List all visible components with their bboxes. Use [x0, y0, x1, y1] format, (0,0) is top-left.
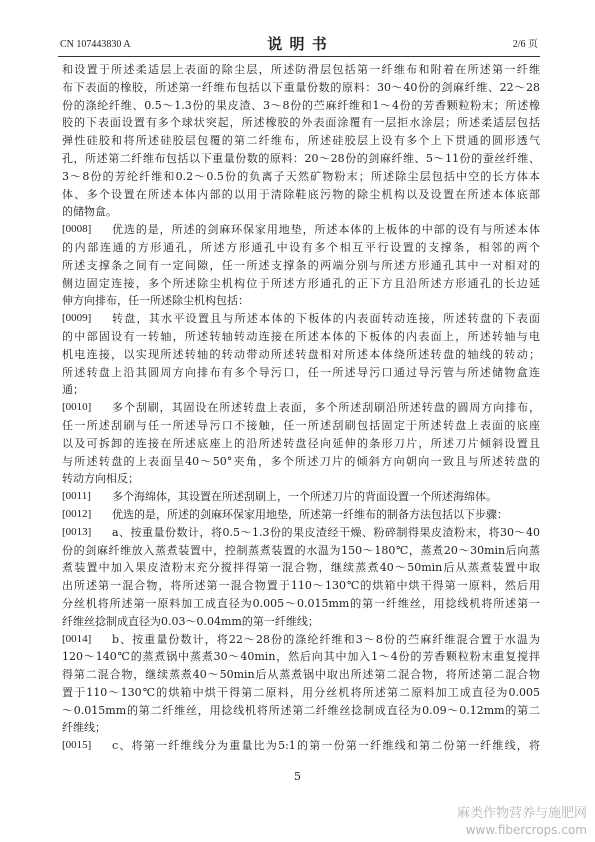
- line-text: 120～140℃的蒸煮锅中蒸煮30～40min，然后向其中加入1～4份的芳香颗粒粉末重复搅拌: [62, 650, 540, 664]
- line-text: b、按重量份数计，将22～28份的涤纶纤维和3～8份的苎麻纤维混合置于水温为: [112, 632, 540, 646]
- text-line: [62, 577, 540, 595]
- line-text: 的储物盒。: [62, 205, 117, 219]
- text-line: [62, 346, 540, 364]
- text-line: [62, 203, 540, 221]
- line-text: 得第二混合物，继续蒸煮40～50min后从蒸煮锅中取出所述第二混合物，将所述第二混合物: [62, 668, 540, 682]
- line-text: 弹性硅胶和将所述硅胶层包覆的第二纤维布，所述硅胶层上设有多个上下贯通的圆形透气: [62, 134, 540, 148]
- text-line: [62, 381, 540, 399]
- line-text: 纤维丝捻制成直径为0.03～0.04mm的第一纤维线；: [62, 614, 319, 628]
- paragraph-number: [0014]: [62, 632, 92, 645]
- text-line: [62, 132, 540, 150]
- line-text: 转动方向相反；: [62, 472, 139, 486]
- text-line: [62, 399, 540, 417]
- line-text: 和设置于所述柔适层上表面的除尘层，所述防滑层包括第一纤维布和附着在所述第一纤维: [62, 63, 540, 76]
- text-line: [62, 61, 540, 79]
- paragraph-0008: [62, 221, 540, 310]
- text-line: [62, 666, 540, 684]
- line-text: a、按重量份数计，将0.5～1.3份的果皮渣经干燥、粉碎制得果皮渣粉末，将30～40: [112, 525, 540, 539]
- paragraph-0011: [62, 488, 540, 506]
- text-line: [62, 453, 540, 471]
- text-line: [62, 186, 540, 204]
- paragraph-0014: [62, 631, 540, 738]
- text-line: [62, 435, 540, 453]
- line-text: 分丝机将所述第一原料加工成直径为0.005～0.015mm的第一纤维丝，用捻线机将所述第一: [62, 596, 540, 610]
- paragraph-0009: [62, 310, 540, 399]
- line-text: 机电连接，以实现所述转轴的转动带动所述转盘相对所述本体绕所述转盘的轴线的转动；: [62, 347, 540, 361]
- text-line: [62, 631, 540, 649]
- text-line: [62, 221, 540, 239]
- line-text: c、将第一纤维线分为重量比为5:1的第一份第一纤维线和第二份第一纤维线，将: [112, 739, 540, 753]
- line-text: 3～8份的芳纶纤维和0.2～0.5份的负离子天然矿物粉末；所述除尘层包括中空的长方体本: [62, 169, 540, 183]
- line-text: 伸方向排布，任一所述除尘机构包括：: [62, 294, 249, 308]
- line-text: 转盘，其水平设置且与所述本体的下板体的内表面转动连接，所述转盘的下表面: [112, 312, 540, 326]
- paragraph-continued: [62, 61, 540, 221]
- text-line: [62, 702, 540, 720]
- paragraph-number: [0009]: [62, 312, 92, 325]
- paragraph-0012: [62, 506, 540, 524]
- line-text: 的中部固设有一转轴，所述转轴转动连接在所述本体的下板体的内表面上，所述转轴与电: [62, 329, 540, 343]
- text-line: [62, 524, 540, 542]
- watermark-site-name: 麻类作物营养与施肥网: [456, 806, 587, 821]
- line-text: 布下表面的橡胶，所述第一纤维布包括以下重量份数的原料：30～40份的剑麻纤维、22～28: [62, 80, 540, 94]
- line-text: 通；: [62, 383, 84, 397]
- paragraph-0010: [62, 399, 540, 488]
- text-line: [62, 150, 540, 168]
- text-line: [62, 168, 540, 186]
- line-text: 份的剑麻纤维放入蒸煮装置中，控制蒸煮装置的水温为150～180℃，蒸煮20～30min后向蒸: [62, 543, 540, 557]
- paragraph-number: [0013]: [62, 525, 92, 538]
- text-line: [62, 613, 540, 631]
- text-line: [62, 506, 540, 524]
- text-line: [62, 648, 540, 666]
- paragraph-number: [0011]: [62, 490, 91, 503]
- document-body: [62, 61, 540, 755]
- paragraph-number: [0008]: [62, 223, 92, 236]
- text-line: [62, 719, 540, 737]
- text-line: [62, 470, 540, 488]
- paragraph-number: [0010]: [62, 401, 92, 414]
- watermark-url: www.fibercrops.com: [465, 823, 587, 837]
- text-line: [62, 488, 540, 506]
- line-text: 的内部连通的方形通孔，所述方形通孔中设有多个相互平行设置的支撑条，相邻的两个: [62, 240, 540, 254]
- page-number: 5: [294, 770, 301, 783]
- line-text: 任一所述刮刷与任一所述导污口不接触，任一所述刮刷包括固定于所述转盘上表面的底座: [62, 418, 540, 432]
- text-line: [62, 417, 540, 435]
- text-line: [62, 97, 540, 115]
- paragraph-0013: [62, 524, 540, 631]
- line-text: 置于110～130℃的烘箱中烘干得第二原料，用分丝机将所述第二原料加工成直径为0.005: [62, 685, 540, 699]
- line-text: ～0.015mm的第二纤维丝，用捻线机将所述第二纤维丝捻制成直径为0.09～0.12mm的第二: [62, 703, 540, 717]
- paragraph-number: [0012]: [62, 507, 92, 520]
- text-line: [62, 364, 540, 382]
- line-text: 孔，所述第二纤维布包括以下重量份数的原料：20～28份的剑麻纤维、5～11份的蚕丝纤维、: [62, 151, 540, 165]
- text-line: [62, 239, 540, 257]
- line-text: 所述转盘上沿其圆周方向排布有多个导污口，任一所述导污口通过导污管与所述储物盒连: [62, 365, 540, 379]
- text-line: [62, 114, 540, 132]
- line-text: 胶的下表面设置有多个球状突起，所述橡胶的外表面涂覆有一层拒水涂层；所述柔适层包括: [62, 116, 540, 130]
- line-text: 以及可拆卸的连接在所述底座上的沿所述转盘径向延伸的条形刀片，所述刀片倾斜设置且: [62, 436, 540, 450]
- section-title: 说 明 书: [267, 35, 328, 53]
- text-line: [62, 737, 540, 755]
- line-text: 份的涤纶纤维、0.5～1.3份的果皮渣、3～8份的苎麻纤维和1～4份的芳香颗粒粉末；所述橡: [62, 98, 540, 112]
- line-text: 多个刮刷，其固设在所述转盘上表面，多个所述刮刷沿所述转盘的圆周方向排布，: [112, 401, 540, 415]
- line-text: 侧边固定连接，多个所述除尘机构位于所述方形通孔的正下方且沿所述方形通孔的长边延: [62, 276, 540, 290]
- line-text: 出所述第一混合物，将所述第一混合物置于110～130℃的烘箱中烘干得第一原料，然后用: [62, 579, 540, 593]
- text-line: [62, 79, 540, 97]
- text-line: [62, 292, 540, 310]
- text-line: [62, 310, 540, 328]
- line-text: 多个海绵体，其设置在所述刮刷上，一个所述刀片的背面设置一个所述海绵体。: [112, 490, 497, 504]
- patent-number: CN 107443830 A: [60, 39, 131, 50]
- line-text: 体、多个设置在所述本体内部的以用于清除鞋底污物的除尘机构以及设置在所述本体底部: [62, 187, 540, 201]
- line-text: 煮装置中加入果皮渣粉末充分搅拌得第一混合物，继续蒸煮40～50min后从蒸煮装置中取: [62, 561, 540, 575]
- line-text: 优选的是，所述的剑麻环保家用地垫，所述第一纤维布的制备方法包括以下步骤：: [112, 507, 508, 521]
- paragraph-number: [0015]: [62, 739, 92, 752]
- line-text: 所述支撑条之间有一定间隙，任一所述支撑条的两端分别与所述方形通孔其中一对相对的: [62, 258, 540, 272]
- line-text: 纤维线；: [62, 721, 106, 735]
- text-line: [62, 595, 540, 613]
- text-line: [62, 684, 540, 702]
- text-line: [62, 275, 540, 293]
- paragraph-0015: [62, 737, 540, 755]
- text-line: [62, 542, 540, 560]
- page-count: 2/6 页: [512, 39, 538, 50]
- header-divider: [58, 56, 540, 57]
- line-text: 与所述转盘的上表面呈40～50°夹角，多个所述刀片的倾斜方向朝向一致且与所述转盘的: [62, 454, 540, 468]
- text-line: [62, 257, 540, 275]
- text-line: [62, 559, 540, 577]
- text-line: [62, 328, 540, 346]
- line-text: 优选的是，所述的剑麻环保家用地垫，所述本体的上板体的中部的设有与所述本体: [112, 223, 540, 237]
